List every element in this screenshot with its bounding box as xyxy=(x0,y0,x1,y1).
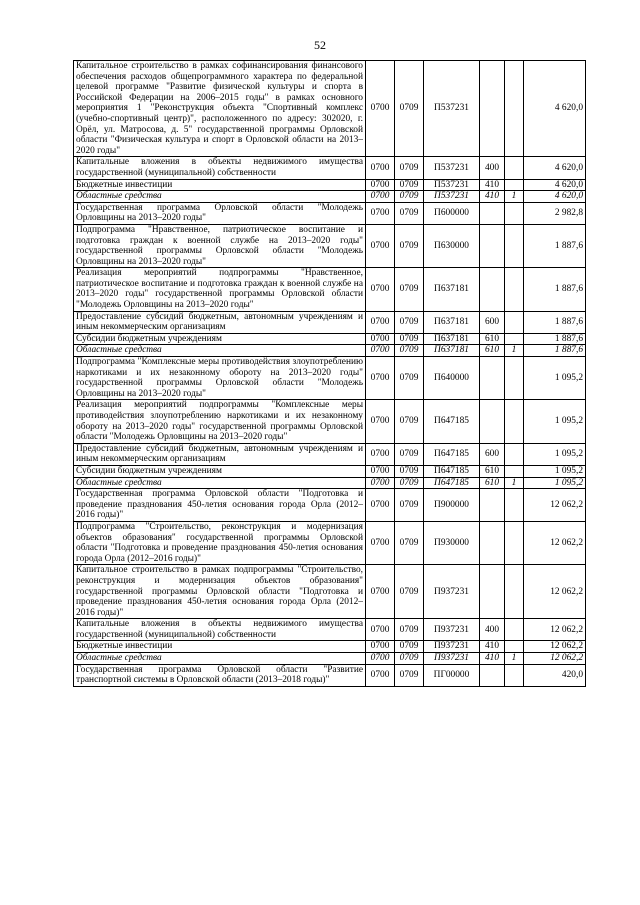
funding-source-code xyxy=(505,268,524,311)
expense-type-code xyxy=(480,400,505,443)
section-code: 0700 xyxy=(366,311,395,333)
section-code: 0700 xyxy=(366,619,395,641)
amount: 12 062,2 xyxy=(524,641,586,653)
subsection-code: 0709 xyxy=(395,357,424,400)
section-code: 0700 xyxy=(366,477,395,489)
amount: 12 062,2 xyxy=(524,619,586,641)
section-code: 0700 xyxy=(366,268,395,311)
target-article-code: П637181 xyxy=(424,268,480,311)
row-name: Государственная программа Орловской области "Подготовка и проведение празднования 450-летия основания города Орла (2012–2016 годы)" xyxy=(74,489,366,522)
target-article-code: П647185 xyxy=(424,443,480,465)
subsection-code: 0709 xyxy=(395,489,424,522)
target-article-code: П640000 xyxy=(424,357,480,400)
expense-type-code: 600 xyxy=(480,443,505,465)
row-name: Реализация мероприятий подпрограммы "Комплексные меры противодействия злоупотреблению наркотиками и их незаконному обороту на 2013–2020 годы" государственной программы Орловской области "Молодежь Орловщины на 2013–2020 годы" xyxy=(74,400,366,443)
section-code: 0700 xyxy=(366,157,395,179)
funding-source-code: 1 xyxy=(505,345,524,357)
section-code: 0700 xyxy=(366,357,395,400)
funding-source-code xyxy=(505,224,524,267)
subsection-code: 0709 xyxy=(395,61,424,157)
subsection-code: 0709 xyxy=(395,443,424,465)
subsection-code: 0709 xyxy=(395,400,424,443)
section-code: 0700 xyxy=(366,61,395,157)
expense-type-code: 610 xyxy=(480,345,505,357)
table-row xyxy=(74,465,586,477)
expense-type-code xyxy=(480,565,505,619)
section-code: 0700 xyxy=(366,333,395,345)
amount: 1 887,6 xyxy=(524,345,586,357)
expense-type-code xyxy=(480,489,505,522)
row-name: Предоставление субсидий бюджетным, автономным учреждениям и иным некоммерческим организациям xyxy=(74,311,366,333)
funding-source-code xyxy=(505,465,524,477)
amount: 1 095,2 xyxy=(524,465,586,477)
funding-source-code xyxy=(505,489,524,522)
amount: 4 620,0 xyxy=(524,179,586,191)
subsection-code: 0709 xyxy=(395,311,424,333)
row-name: Областные средства xyxy=(74,191,366,203)
funding-source-code xyxy=(505,664,524,686)
amount: 1 887,6 xyxy=(524,224,586,267)
subsection-code: 0709 xyxy=(395,179,424,191)
funding-source-code xyxy=(505,179,524,191)
table-row xyxy=(74,311,586,333)
amount: 1 887,6 xyxy=(524,333,586,345)
target-article-code: П537231 xyxy=(424,191,480,203)
subsection-code: 0709 xyxy=(395,619,424,641)
row-name: Капитальное строительство в рамках подпрограммы "Строительство, реконструкция и модернизация объектов образования" государственной программы Орловской области "Подготовка и проведение празднования 450-летия основания города Орла (2012–2016 годы)" xyxy=(74,565,366,619)
page-number: 52 xyxy=(314,38,326,52)
section-code: 0700 xyxy=(366,443,395,465)
target-article-code: П630000 xyxy=(424,224,480,267)
subsection-code: 0709 xyxy=(395,664,424,686)
section-code: 0700 xyxy=(366,664,395,686)
row-name: Субсидии бюджетным учреждениям xyxy=(74,465,366,477)
expense-type-code xyxy=(480,268,505,311)
section-code: 0700 xyxy=(366,641,395,653)
table-row xyxy=(74,61,586,157)
funding-source-code xyxy=(505,357,524,400)
funding-source-code xyxy=(505,333,524,345)
amount: 1 887,6 xyxy=(524,268,586,311)
table-row xyxy=(74,664,586,686)
row-name: Капитальные вложения в объекты недвижимого имущества государственной (муниципальной) собственности xyxy=(74,157,366,179)
budget-table xyxy=(73,60,586,687)
amount: 1 095,2 xyxy=(524,443,586,465)
funding-source-code xyxy=(505,521,524,564)
subsection-code: 0709 xyxy=(395,345,424,357)
expense-type-code xyxy=(480,202,505,224)
section-code: 0700 xyxy=(366,224,395,267)
funding-source-code xyxy=(505,443,524,465)
amount: 12 062,2 xyxy=(524,565,586,619)
target-article-code: П930000 xyxy=(424,521,480,564)
target-article-code: П937231 xyxy=(424,619,480,641)
section-code: 0700 xyxy=(366,489,395,522)
row-name: Бюджетные инвестиции xyxy=(74,641,366,653)
expense-type-code xyxy=(480,664,505,686)
funding-source-code xyxy=(505,157,524,179)
funding-source-code xyxy=(505,400,524,443)
amount: 1 095,2 xyxy=(524,400,586,443)
section-code: 0700 xyxy=(366,202,395,224)
funding-source-code xyxy=(505,641,524,653)
subsection-code: 0709 xyxy=(395,191,424,203)
target-article-code: П900000 xyxy=(424,489,480,522)
table-row xyxy=(74,157,586,179)
row-name: Капитальное строительство в рамках софинансирования финансового обеспечения расходов общепрограммного характера по федеральной целевой программе "Развитие физической культуры и спорта в Российской Федерации на 2006–2015 годы" в рамках основного мероприятия 1 "Реконструкция объекта "Спортивный комплекс (учебно-спортивный центр)", расположенного по адресу: 302020, г. Орёл, ул. Матросова, д. 5" государственной программы Орловской области "Физическая культура и спорт в Орловской области на 2013–2020 годы" xyxy=(74,61,366,157)
target-article-code: П647185 xyxy=(424,477,480,489)
expense-type-code xyxy=(480,61,505,157)
target-article-code: П537231 xyxy=(424,179,480,191)
section-code: 0700 xyxy=(366,521,395,564)
subsection-code: 0709 xyxy=(395,202,424,224)
row-name: Бюджетные инвестиции xyxy=(74,179,366,191)
table-row xyxy=(74,191,586,203)
row-name: Областные средства xyxy=(74,653,366,665)
section-code: 0700 xyxy=(366,465,395,477)
budget-table-body xyxy=(74,61,586,687)
subsection-code: 0709 xyxy=(395,521,424,564)
table-row xyxy=(74,179,586,191)
row-name: Подпрограмма "Строительство, реконструкция и модернизация объектов образования" государственной программы Орловской области "Подготовка и проведение празднования 450-летия основания города Орла (2012–2016 годы)" xyxy=(74,521,366,564)
expense-type-code xyxy=(480,521,505,564)
target-article-code: П647185 xyxy=(424,400,480,443)
section-code: 0700 xyxy=(366,565,395,619)
table-row xyxy=(74,357,586,400)
table-row xyxy=(74,565,586,619)
expense-type-code: 400 xyxy=(480,619,505,641)
funding-source-code: 1 xyxy=(505,477,524,489)
target-article-code: П647185 xyxy=(424,465,480,477)
row-name: Подпрограмма "Нравственное, патриотическое воспитание и подготовка граждан к военной службе на 2013–2020 годы" государственной программы Орловской области "Молодежь Орловщины на 2013–2020 годы" xyxy=(74,224,366,267)
section-code: 0700 xyxy=(366,191,395,203)
subsection-code: 0709 xyxy=(395,477,424,489)
target-article-code: П937231 xyxy=(424,653,480,665)
expense-type-code: 600 xyxy=(480,311,505,333)
funding-source-code xyxy=(505,61,524,157)
table-row xyxy=(74,443,586,465)
table-row xyxy=(74,653,586,665)
funding-source-code: 1 xyxy=(505,653,524,665)
target-article-code: П637181 xyxy=(424,333,480,345)
table-row xyxy=(74,477,586,489)
section-code: 0700 xyxy=(366,179,395,191)
amount: 4 620,0 xyxy=(524,157,586,179)
amount: 12 062,2 xyxy=(524,653,586,665)
expense-type-code: 410 xyxy=(480,179,505,191)
expense-type-code xyxy=(480,224,505,267)
funding-source-code: 1 xyxy=(505,191,524,203)
funding-source-code xyxy=(505,202,524,224)
target-article-code: П600000 xyxy=(424,202,480,224)
expense-type-code: 410 xyxy=(480,191,505,203)
target-article-code: П537231 xyxy=(424,157,480,179)
table-row xyxy=(74,268,586,311)
table-row xyxy=(74,641,586,653)
target-article-code: П537231 xyxy=(424,61,480,157)
table-row xyxy=(74,333,586,345)
amount: 4 620,0 xyxy=(524,61,586,157)
target-article-code: ПГ00000 xyxy=(424,664,480,686)
section-code: 0700 xyxy=(366,400,395,443)
expense-type-code: 410 xyxy=(480,641,505,653)
row-name: Предоставление субсидий бюджетным, автономным учреждениям и иным некоммерческим организациям xyxy=(74,443,366,465)
funding-source-code xyxy=(505,619,524,641)
expense-type-code: 610 xyxy=(480,477,505,489)
amount: 1 095,2 xyxy=(524,357,586,400)
target-article-code: П937231 xyxy=(424,641,480,653)
subsection-code: 0709 xyxy=(395,641,424,653)
row-name: Областные средства xyxy=(74,345,366,357)
target-article-code: П637181 xyxy=(424,311,480,333)
row-name: Субсидии бюджетным учреждениям xyxy=(74,333,366,345)
subsection-code: 0709 xyxy=(395,333,424,345)
subsection-code: 0709 xyxy=(395,224,424,267)
subsection-code: 0709 xyxy=(395,268,424,311)
table-row xyxy=(74,224,586,267)
expense-type-code xyxy=(480,357,505,400)
amount: 1 095,2 xyxy=(524,477,586,489)
table-row xyxy=(74,489,586,522)
section-code: 0700 xyxy=(366,345,395,357)
target-article-code: П937231 xyxy=(424,565,480,619)
row-name: Капитальные вложения в объекты недвижимого имущества государственной (муниципальной) собственности xyxy=(74,619,366,641)
subsection-code: 0709 xyxy=(395,465,424,477)
section-code: 0700 xyxy=(366,653,395,665)
table-row xyxy=(74,345,586,357)
table-row xyxy=(74,202,586,224)
amount: 1 887,6 xyxy=(524,311,586,333)
row-name: Подпрограмма "Комплексные меры противодействия злоупотреблению наркотиками и их незаконному обороту на 2013–2020 годы" государственной программы Орловской области "Молодежь Орловщины на 2013–2020 годы" xyxy=(74,357,366,400)
amount: 12 062,2 xyxy=(524,521,586,564)
amount: 4 620,0 xyxy=(524,191,586,203)
subsection-code: 0709 xyxy=(395,157,424,179)
target-article-code: П637181 xyxy=(424,345,480,357)
expense-type-code: 400 xyxy=(480,157,505,179)
row-name: Государственная программа Орловской области "Развитие транспортной системы в Орловской области (2013–2018 годы)" xyxy=(74,664,366,686)
table-row xyxy=(74,400,586,443)
amount: 12 062,2 xyxy=(524,489,586,522)
table-row xyxy=(74,521,586,564)
funding-source-code xyxy=(505,311,524,333)
expense-type-code: 410 xyxy=(480,653,505,665)
row-name: Государственная программа Орловской области "Молодежь Орловщины на 2013–2020 годы" xyxy=(74,202,366,224)
row-name: Областные средства xyxy=(74,477,366,489)
funding-source-code xyxy=(505,565,524,619)
subsection-code: 0709 xyxy=(395,565,424,619)
subsection-code: 0709 xyxy=(395,653,424,665)
expense-type-code: 610 xyxy=(480,333,505,345)
row-name: Реализация мероприятий подпрограммы "Нравственное, патриотическое воспитание и подготовка граждан к военной службе на 2013–2020 годы" государственной программы Орловской области "Молодежь Орловщины на 2013–2020 годы" xyxy=(74,268,366,311)
amount: 2 982,8 xyxy=(524,202,586,224)
amount: 420,0 xyxy=(524,664,586,686)
table-row xyxy=(74,619,586,641)
expense-type-code: 610 xyxy=(480,465,505,477)
